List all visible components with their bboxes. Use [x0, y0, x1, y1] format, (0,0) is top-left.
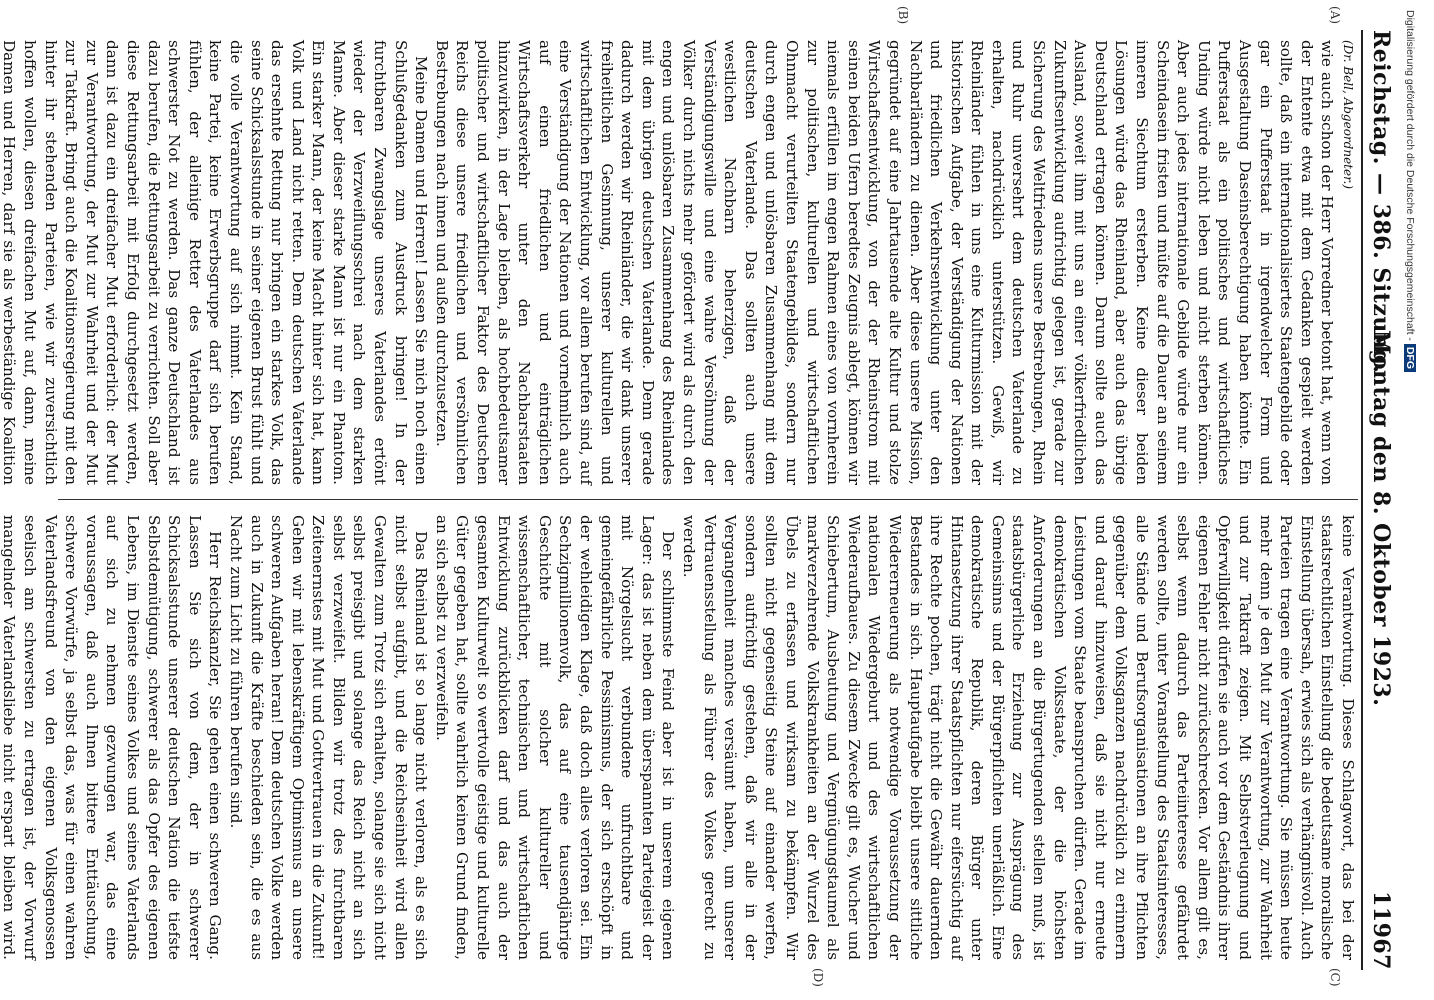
header-rule — [1361, 30, 1363, 970]
column-divider — [58, 499, 1358, 500]
margin-letter-d: (D) — [811, 968, 825, 987]
paragraph: Der schlimmste Feind aber ist in unserem eigenen Lager: das ist neben dem überspannten Parteigeist der mit Nörgelsucht verbundene unfruchtbare und gemeingefährliche Pessimismus, der sich erschöpft in der wehleidigen Klage, daß doch alles verloren sei. Ein Sechzigmillionenvolk, das auf eine tausendjährige Geschichte mit solcher kultureller und wissenschaftlicher, technischen und wirtschaftlichen Entwicklung zurückblicken darf und das auch der gesamten Kulturwelt so wertvolle geistige und kulturelle Güter gegeben hat, sollte wahrlich keinen Grund finden, an sich selbst zu verzweifeln. — [432, 515, 678, 960]
paragraph: Das Rheinland ist so lange nicht verloren, als es sich nicht selbst aufgibt, und die Reichseinheit wird allen Gewalten zum Trotz sich erhalten, solange sie sich nicht selbst preisgibt und solange das Reich nicht an sich selbst verzweifelt. Bilden wir trotz des furchtbaren Zeitenernstes mit Mut und Gottvertrauen in die Zukunft! Gehen wir mit lebenskräftigem Optimismus an unsere schweren Aufgaben heran! Dem deutschen Volke werden auch in Zukunft die Kräfte beschieden sein, die es aus Nacht zum Licht zu führen berufen sind. — [226, 515, 431, 960]
header-page-number: 11967 — [1368, 890, 1394, 970]
margin-letter-a: (A) — [1328, 6, 1342, 25]
header-date: Montag den 8. Oktober 1923. — [1368, 330, 1394, 707]
margin-letter-b: (B) — [896, 6, 910, 25]
paragraph: Meine Damen und Herren! Lassen Sie mich noch einen Schlußgedanken zum Ausdruck bringen! In der furchtbaren Zwangslage unseres Vaterlandes ertönt wieder der Verzweiflungsschrei nach dem starken Manne. Aber dieser starke Mann ist nur ein Phantom. Ein starker Mann, der keine Macht hinter sich hat, kann Volk und Land nicht retten. Dem deutschen Vaterlande das ersehnte Rettung nur bringen ein starkes Volk, das seine Schicksalsstunde in seiner eigenen Brust fühlt und die volle Verantwortung auf sich nimmt. Kein Stand, keine Partei, keine Erwerbsgruppe darf sich berufen fühlen, der alleinige Retter des Vaterlandes aus schwerster Not zu werden. Das ganze Deutschland ist dazu berufen, die Rettungsarbeit zu verrichten. Soll aber diese Rettungsarbeit mit Erfolg durchgesetzt werden, dann ist dazu ein dreifacher Mut erforderlich: der Mut zur Verantwortung, der Mut zur Wahrheit und der Mut zur Tatkraft. Bringt auch die Koalitionsregierung mit den hinter ihr stehenden Parteien, wie wir zuversichtlich hoffen wollen, diesen dreifachen Mut auf, dann, meine Damen und Herren, darf sie als werbeständige Koalition — [0, 40, 431, 485]
credit-text: Digitalisierung gefördert durch die Deutsche Forschungsgemeinschaft - — [1404, 10, 1416, 341]
speaker-note: (Dr. Bell, Abgeordneter.) — [1341, 40, 1355, 190]
paragraph: wie auch schon der Herr Vorredner betont hat, wenn von der Entente etwa mit dem Gedanken gespielt werden sollte, daß ein internationalisiertes Staatengebilde oder gar ein Pufferstaat in irgendwelcher Form und Ausgestaltung Daseinsberechtigung haben könnte. Ein Pufferstaat als ein politisches und wirtschaftliches Unding würde nicht leben und nicht sterben können. Aber auch jedes internationale Gebilde würde nur ein Scheindasein fristen und müßte auf die Dauer an seinem inneren Siechtum ersterben. Keine dieser beiden Lösungen würde das Rheinland, aber auch das übrige Deutschland ertragen können. Darum sollte auch das Ausland, soweit ihm mit uns an einer völkerfriedlichen Zukunftsentwicklung aufrichtig gelegen ist, gerade zur Sicherung des Weltfriedens unsere Bestrebungen, Rhein und Ruhr unversehrt dem deutschen Vaterlande zu erhalten, nachdrücklich unterstützen. Gewiß, wir Rheinländer fühlen in uns eine Kulturmission mit der historischen Aufgabe, der Verständigung der Nationen und friedlichen Verkehrsentwicklung unter den Nachbarländern zu dienen. Aber diese unsere Mission, gegründet auf eine Jahrtausende alte Kultur und stolze Wirtschaftsentwicklung, von der der Rheinstrom mit seinen beiden Ufern beredtes Zeugnis ablegt, können wir niemals erfüllen im engen Rahmen eines von vornherein zur politischen, kulturellen und wirtschaftlichen Ohnmacht verurteilten Staatengebildes, sondern nur durch engen und unlösbaren Zusammenhang mit dem deutschen Vaterlande. Das sollten auch unsere westlichen Nachbarn beherzigen, daß der Verständigungswille und eine wahre Versöhnung der Völker durch nichts mehr gefördert wird als durch den engen und unlösbaren Zusammenhang des Rheinlandes mit dem übrigen deutschen Vaterlande. Denn gerade dadurch werden wir Rheinländer, die wir dank unserer freiheitlichen Gesinnung, unserer kulturellen und wirtschaftlichen Entwicklung, vor allem berufen sind, auf eine Verständigung der Nationen und vornehmlich auch auf einen friedlichen und einträglichen Wirtschaftsverkehr unter den Nachbarstaaten hinzuwirken, in der Lage bleiben, als hochbedeutsamer politischer und wirtschaftlicher Faktor des Deutschen Reichs diese unsere friedlichen und versöhnlichen Bestrebungen nach innen und außen durchzusetzen. — [432, 40, 1337, 485]
margin-letter-c: (C) — [1328, 968, 1342, 987]
left-text-column — [0, 40, 1358, 485]
header-session: Reichstag. — 386. Sitzung. — [1368, 30, 1394, 374]
right-text-column — [0, 515, 1358, 960]
dfg-logo: DFG — [1404, 344, 1416, 372]
paragraph: Herr Reichskanzler, Sie gehen einen schweren Gang. Lassen Sie sich von dem, der in schwerer Schicksalsstunde unserer deutschen Nation die tiefste Selbstdemütigung, schwerer als das Opfer des eigenen Lebens, im Dienste seines Volkes und seines Vaterlands auf sich zu nehmen gezwungen war, das eine voraussagen, daß auch Ihnen bittere Enttäuschung, schwere Vorwürfe, ja selbst das, was für einen wahren Vaterlandsfreund von den eigenen Volksgenossen seelisch am schwersten zu ertragen ist, der Vorwurf mangelnder Vaterlandsliebe nicht erspart bleiben wird. — [0, 515, 225, 960]
digitization-credit — [1404, 10, 1430, 990]
paragraph: keine Verantwortung. Dieses Schlagwort, das bei der staatsrechtlichen Einstellung die bedeutsame moralische Einstellung übersah, erwies sich als verhängnisvoll. Auch Parteien tragen eine Verantwortung. Sie müssen heute mehr denn je den Mut zur Verantwortung, zur Wahrheit und zur Tatkraft zeigen. Mit Selbstverleugnung und Opferwilligkeit dürfen sie auch vor dem Geständnis ihrer eigenen Fehler nicht zurückschrecken. Vor allem gilt es, selbst wenn dadurch das Parteiinteresse gefährdet werden sollte, unter Voranstellung des Staatsinteresses, alle Stände und Berufsorganisationen an ihre Pflichten gegenüber dem Volksganzen nachdrücklich zu erinnern und darauf hinzuweisen, daß sie nicht nur erneute Leistungen vom Staate beanspruchen dürfen. Gerade im demokratischen Volksstaate, der die höchsten Anforderungen an die Bürgertugenden stellen muß, ist staatsbürgerliche Erziehung zur Ausprägung des Gemeinsinns und der Bürgerpflichten unerläßlich. Eine demokratische Republik, deren Bürger unter Hintansetzung ihrer Staatspflichten nur eifersüchtig auf ihre Rechte pochen, trägt nicht die Gewähr dauernden Bestandes in sich. Hauptaufgabe bleibt unsere sittliche Wiedererneuerung als notwendige Voraussetzung der nationalen Wiedergeburt und des wirtschaftlichen Wiederaufbaues. Zu diesem Zwecke gilt es, Wucher und Schiebertum, Ausbeutung und Vergnügungstaumel als markverzehrende Volkskrankheiten an der Wurzel des Übels zu erfassen und wirksam zu bekämpfen. Wir sollten nicht gegenseitig Steine auf einander werfen, sondern aufrichtig gestehen, daß wir alle in der Vergangenheit manches versäumt haben, um unserer Vertrauensstellung als Führer des Volkes gerecht zu werden. — [680, 515, 1357, 960]
